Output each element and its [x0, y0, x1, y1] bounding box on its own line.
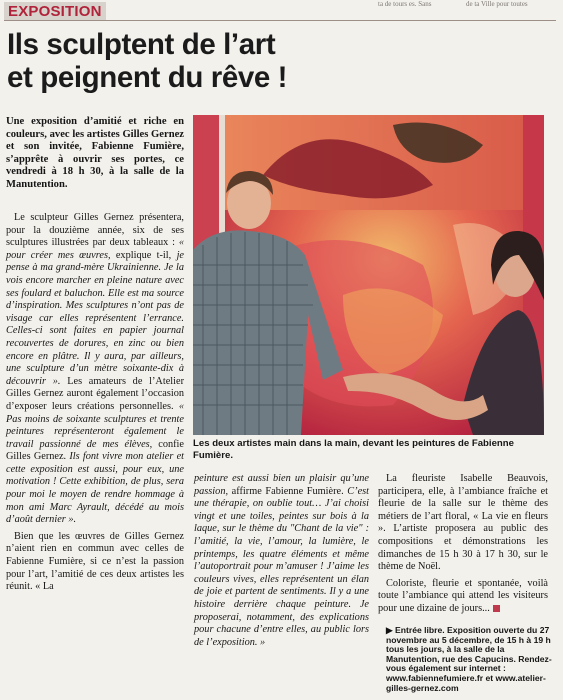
text-run: explique t-il,	[115, 249, 177, 261]
quote-run: peinture est aussi bien un plaisir qu’une passion,	[194, 473, 369, 497]
info-text: Entrée libre. Exposition ouverte du 27 novembre au 5 décembre, de 15 h à 19 h tous les jours, à la salle de la Manutention, rue des Capucins. Rendez-vous également sur internet : www.fabiennefumiere.fr et www.atelier-gilles-gernez.com	[386, 625, 552, 693]
quote-run: C’est une thérapie, on oublie tout… J’ai choisi vingt et une toiles, peintes sur bois à la laque, sur le thème du "Chant de la vie" : l’amitié, la vie, l’amour, la lumière, le printemps, les quatre éléments et même l’autoportrait pour m’amuser ! J’aime les couleurs vives, elles représentent un élan de joie et partent de sentiments. Il y a une histoire derrière chaque peinture. Je proposerai, notamment, des explications pour chacune d’entre elles, au public lors de l’exposition. »	[194, 485, 370, 648]
text-run: affirme Fabienne Fumière.	[231, 485, 348, 497]
adjacent-article-snippet: de ta Ville pour toutes	[466, 0, 528, 8]
quote-run: « pour créer mes œuvres,	[6, 237, 184, 261]
text-run: Le sculpteur Gilles Gernez présentera, pour la douzième année, six de ses sculptures illustrées par deux tableaux :	[6, 212, 184, 249]
text-run: Les amateurs de l’Atelier Gilles Gernez auront également l’occasion d’exposer leurs créations personnelles.	[6, 375, 184, 412]
quote-run: je pense à ma grand-mère Ukrainienne. Je la vois encore marcher en pleine nature avec ses foulard et baluchon. Elle est ma source d’inspiration. Mes sculptures n’ont pas de visage car elles représentent l’errance. Celles-ci sont faites en papier journal recouvertes de dorures, en zinc ou bien encore en plâtre. Il y aura, par ailleurs, une sculpture d’un mètre soixante-dix à découvrir ».	[6, 249, 184, 387]
article-column-3	[378, 473, 548, 616]
paragraph	[6, 212, 184, 527]
section-header	[4, 2, 106, 20]
headline-line: et peignent du rêve !	[7, 61, 288, 94]
section-rule	[4, 20, 556, 21]
text-run: Coloriste, fleurie et spontanée, voilà toute l’ambiance qui attend les visiteurs pour une dizaine de jours...	[378, 577, 548, 614]
text-run: confie Gilles Gernez.	[6, 438, 184, 463]
paragraph	[378, 578, 548, 616]
article-photo	[193, 115, 544, 435]
photo-caption: Les deux artistes main dans la main, devant les peintures de Fabienne Fumière.	[193, 438, 514, 461]
article-column-1	[6, 212, 184, 594]
photo-illustration	[193, 115, 544, 435]
quote-run: « Pas moins de soixante sculptures et trente peintures représenteront également le travail passionné de mes élèves,	[6, 400, 184, 450]
article-column-2	[194, 473, 369, 649]
article-lede: Une exposition d’amitié et riche en couleurs, avec les artistes Gilles Gernez et son invitée, Fabienne Fumière, s’apprête à ouvrir ses portes, ce vendredi à 18 h 30, à la salle de la Manutention.	[6, 116, 184, 190]
paragraph	[194, 473, 369, 649]
paragraph: La fleuriste Isabelle Beauvois, participera, elle, à l’ambiance fraîche et fleurie de la salle sur le thème des métiers de l’art floral, « La vie en fleurs ». L’artiste proposera au public des compositions et démonstrations les dimanches de 15 h 30 à 17 h 30, sur le thème de Noël.	[378, 473, 548, 573]
arrow-right-icon: ▶	[386, 625, 393, 635]
practical-info-box	[386, 626, 556, 693]
quote-run: Ils font vivre mon atelier et cette exposition est aussi, pour eux, une motivation ! Cette exhibition, de plus, sera pour moi le moyen de rendre hommage à mon ami Marc Ayrault, décédé au mois d’août dernier ».	[6, 451, 184, 526]
headline-line: Ils sculptent de l’art	[7, 28, 276, 61]
adjacent-article-snippet: ta de tours es. Sans	[378, 0, 432, 8]
paragraph: Bien que les œuvres de Gilles Gernez n’aient rien en commun avec celles de Fabienne Fumière, si ce n’est la passion pour l’art, l’amitié de ces deux artistes les réunit. « La	[6, 530, 184, 593]
section-label: EXPOSITION	[4, 2, 106, 20]
article-headline	[7, 28, 487, 94]
end-mark-icon	[493, 605, 500, 612]
